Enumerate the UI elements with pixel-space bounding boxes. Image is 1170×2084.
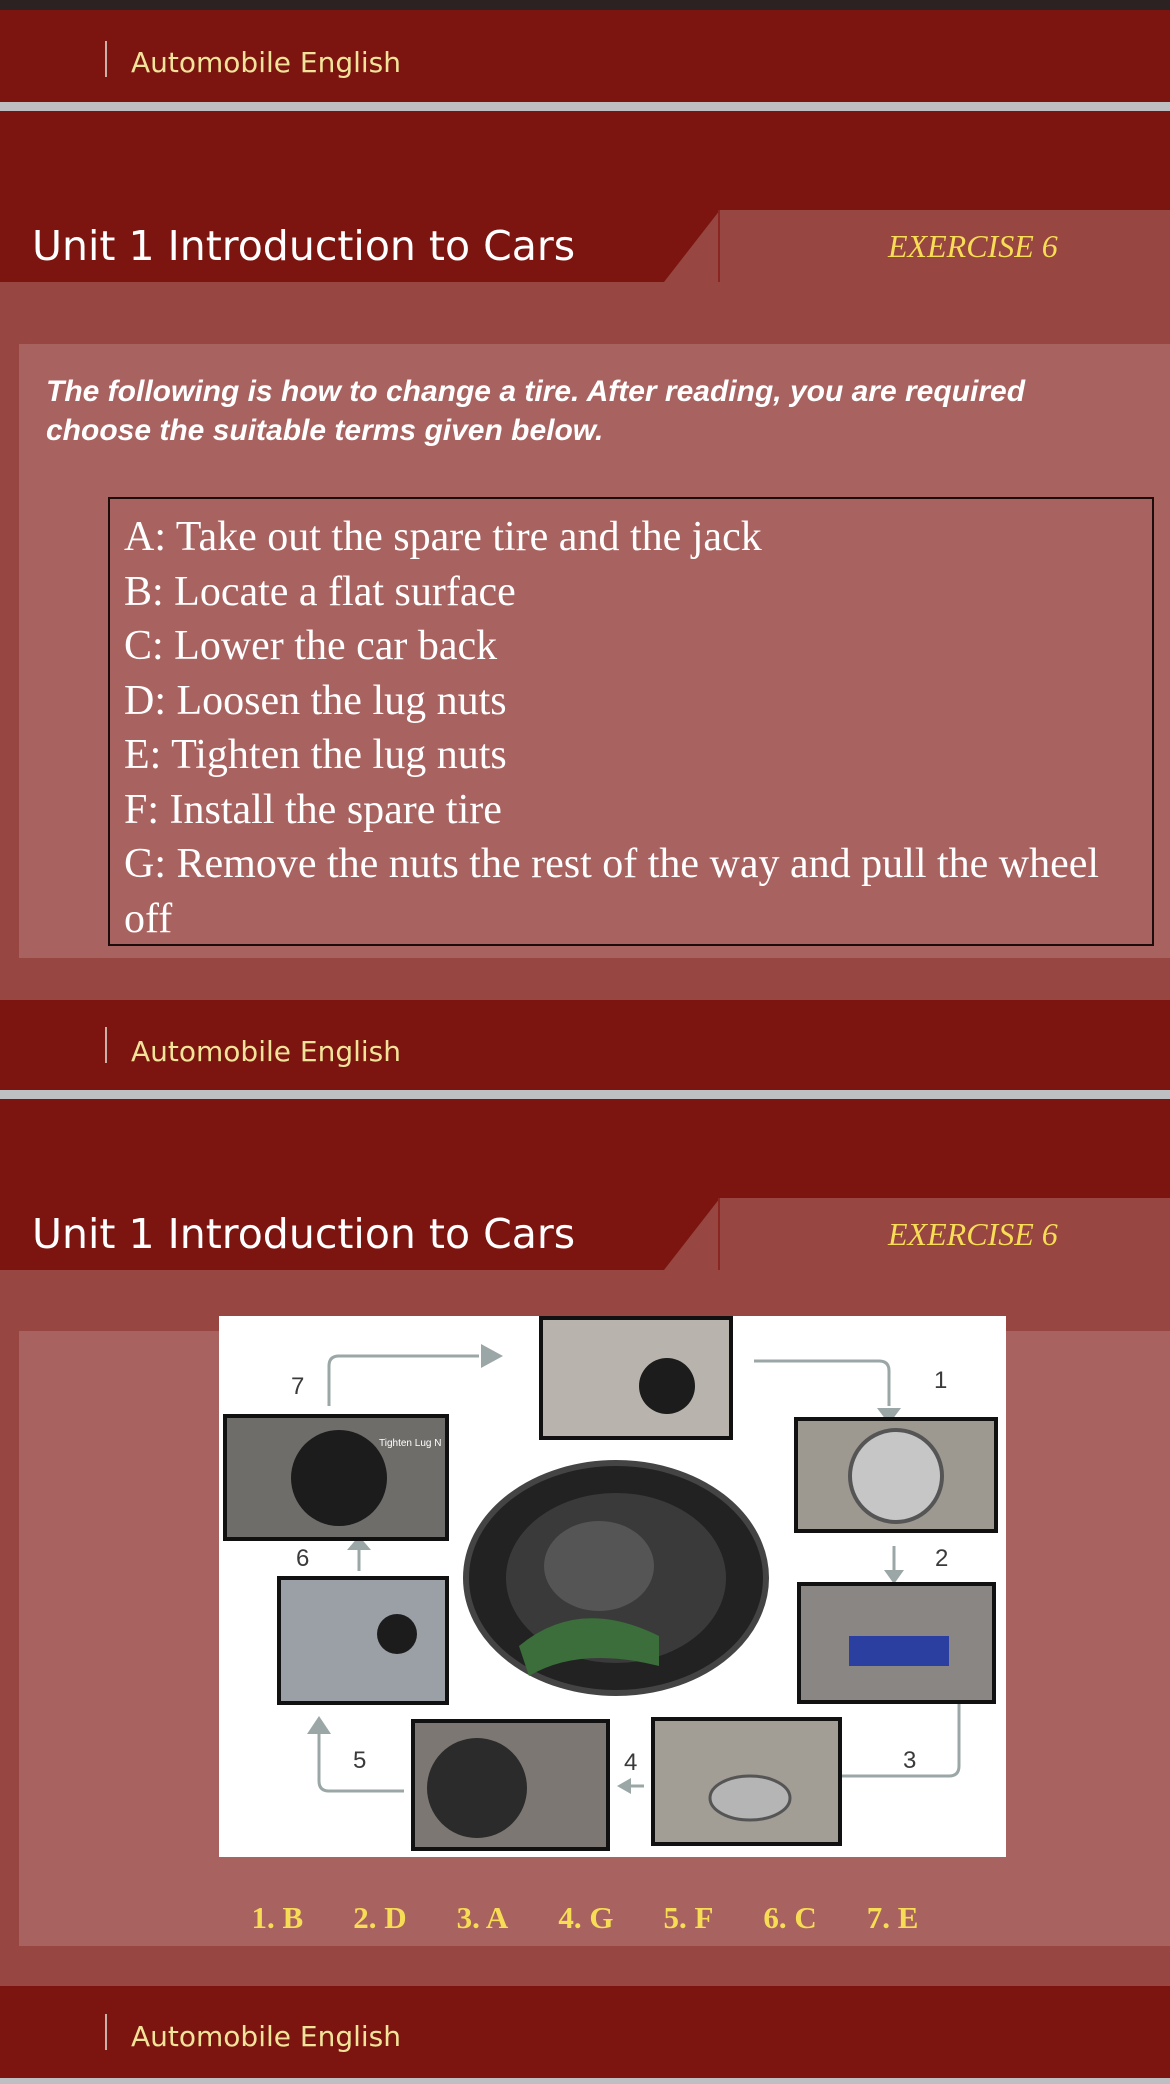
option-e: E: Tighten the lug nuts (124, 732, 507, 778)
header-divider (105, 2014, 107, 2050)
answer-4: 4. G (558, 1900, 614, 1935)
answer-7: 7. E (866, 1900, 919, 1935)
header-divider (105, 41, 107, 77)
header (0, 1986, 1170, 2084)
photo-lower-car (279, 1578, 447, 1703)
header-label: Automobile English (131, 46, 401, 79)
separator (0, 2078, 1170, 2084)
step-5: 5 (353, 1747, 367, 1774)
arrow-7 (329, 1356, 479, 1406)
answer-5: 5. F (663, 1900, 714, 1935)
answer-2: 2. D (353, 1900, 407, 1935)
exercise-label: EXERCISE 6 (888, 1216, 1058, 1252)
option-f: F: Install the spare tire (124, 786, 502, 833)
separator (0, 102, 1170, 111)
tab-slant (664, 210, 720, 282)
slide-title-bar (0, 1198, 1170, 1270)
answer-1: 1. B (251, 1900, 304, 1935)
photo-caption: Tighten Lug N (379, 1438, 442, 1449)
options-box (108, 497, 1154, 946)
header (0, 10, 1170, 102)
arrow-1 (754, 1361, 889, 1406)
answer-6: 6. C (763, 1900, 817, 1935)
slide-title: Unit 1 Introduction to Cars (32, 222, 576, 270)
answer-3: 3. A (456, 1900, 509, 1935)
step-7: 7 (291, 1373, 305, 1400)
header (0, 1000, 1170, 1090)
header-divider (105, 1027, 107, 1063)
step-1: 1 (934, 1367, 948, 1394)
option-d: D: Loosen the lug nuts (124, 677, 507, 724)
option-g: G: Remove the nuts the rest of the way and pull the wheel off (124, 841, 1100, 942)
slide-title-bar (0, 210, 1170, 282)
tab-slant (664, 1198, 720, 1270)
option-a: A: Take out the spare tire and the jack (124, 514, 762, 560)
exercise-label: EXERCISE 6 (888, 228, 1058, 264)
option-c: C: Lower the car back (124, 623, 498, 669)
step-4: 4 (624, 1749, 638, 1776)
exercise-instructions: The following is how to change a tire. After reading, you are required choose the suitable terms given below. (46, 375, 1026, 447)
answer-key (0, 1900, 1170, 1936)
header-label: Automobile English (131, 2020, 401, 2053)
header-label: Automobile English (131, 1035, 401, 1068)
slide-title: Unit 1 Introduction to Cars (32, 1210, 576, 1258)
option-b: B: Locate a flat surface (124, 568, 516, 615)
top-strip (0, 0, 1170, 10)
separator (0, 1090, 1170, 1099)
step-2: 2 (935, 1545, 949, 1572)
photo-flat-tire (541, 1318, 731, 1438)
step-6: 6 (296, 1545, 310, 1572)
step-3: 3 (903, 1747, 917, 1774)
tire-change-diagram (219, 1316, 1006, 1857)
